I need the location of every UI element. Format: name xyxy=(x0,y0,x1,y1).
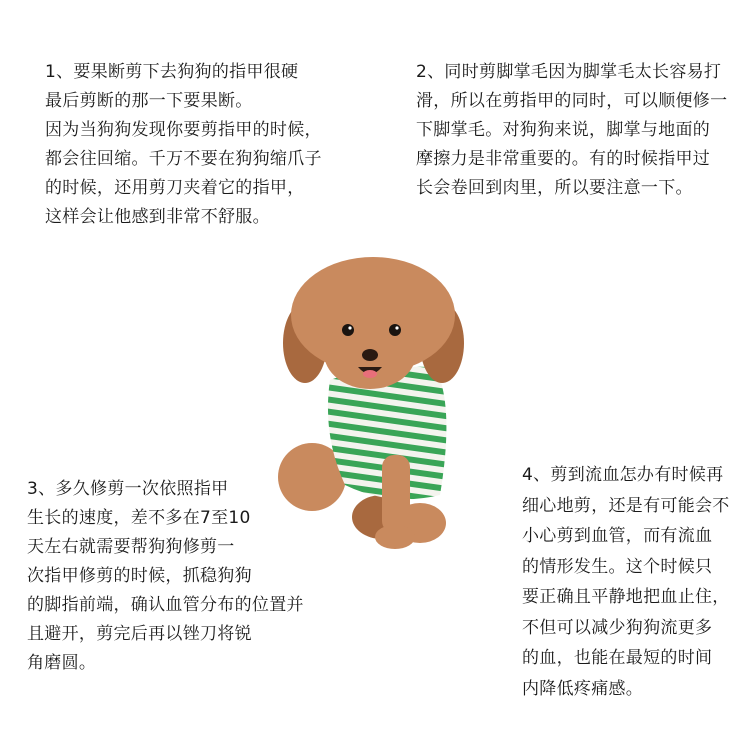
tip-3-line: 生长的速度，差不多在7至10 xyxy=(27,508,251,528)
tip-1-text-block xyxy=(45,58,322,232)
tip-4-line: 小心剪到血管，而有流血 xyxy=(522,526,713,546)
tip-4-line: 不但可以减少狗狗流更多 xyxy=(522,617,713,638)
tip-4-line: 细心地剪，还是有可能会不 xyxy=(522,495,730,516)
tip-4-line: 的情形发生。这个时候只 xyxy=(522,556,713,577)
tip-1-line: 这样会让他感到非常不舒服。 xyxy=(45,207,270,227)
tip-4-line: 4、剪到流血怎办有时候再 xyxy=(522,465,724,485)
tip-4-line: 的血，也能在最短的时间 xyxy=(522,648,713,668)
tip-1-line: 1、要果断剪下去狗狗的指甲很硬 xyxy=(45,62,299,82)
tip-3-line: 3、多久修剪一次依照指甲 xyxy=(27,479,229,499)
tip-1-line: 的时候，还用剪刀夹着它的指甲， xyxy=(45,178,305,198)
tip-3-line: 且避开，剪完后再以锉刀将锐 xyxy=(27,624,252,644)
tip-4-line: 内降低疼痛感。 xyxy=(522,678,644,699)
tip-3-line: 的脚指前端，确认血管分布的位置并 xyxy=(27,595,304,615)
tip-4-text-block xyxy=(522,460,730,704)
tip-1-line: 最后剪断的那一下要果断。 xyxy=(45,91,253,111)
tip-2-text-block xyxy=(416,58,727,203)
dog-paw xyxy=(375,525,415,549)
tip-2-line: 下脚掌毛。对狗狗来说，脚掌与地面的 xyxy=(416,120,711,140)
poodle-photo xyxy=(270,255,480,555)
tip-3-line: 角磨圆。 xyxy=(27,653,97,673)
tip-1-line: 因为当狗狗发现你要剪指甲的时候， xyxy=(45,120,322,140)
dog-nose xyxy=(362,349,378,361)
tip-3-line: 天左右就需要帮狗狗修剪一 xyxy=(27,537,235,557)
tip-1-line: 都会往回缩。千万不要在狗狗缩爪子 xyxy=(45,149,322,169)
dog-front-leg xyxy=(382,455,410,533)
tip-2-line: 2、同时剪脚掌毛因为脚掌毛太长容易打 xyxy=(416,62,722,82)
dog-eye-left xyxy=(342,324,354,336)
tip-2-line: 摩擦力是非常重要的。有的时候指甲过 xyxy=(416,149,711,169)
dog-tongue xyxy=(363,370,377,378)
tip-2-line: 长会卷回到肉里，所以要注意一下。 xyxy=(416,178,693,198)
dog-eye-right xyxy=(389,324,401,336)
tip-3-line: 次指甲修剪的时候，抓稳狗狗 xyxy=(27,566,252,586)
tip-4-line: 要正确且平静地把血止住， xyxy=(522,587,730,607)
tip-2-line: 滑，所以在剪指甲的同时，可以顺便修一 xyxy=(416,91,728,111)
tip-3-text-block xyxy=(27,475,304,678)
